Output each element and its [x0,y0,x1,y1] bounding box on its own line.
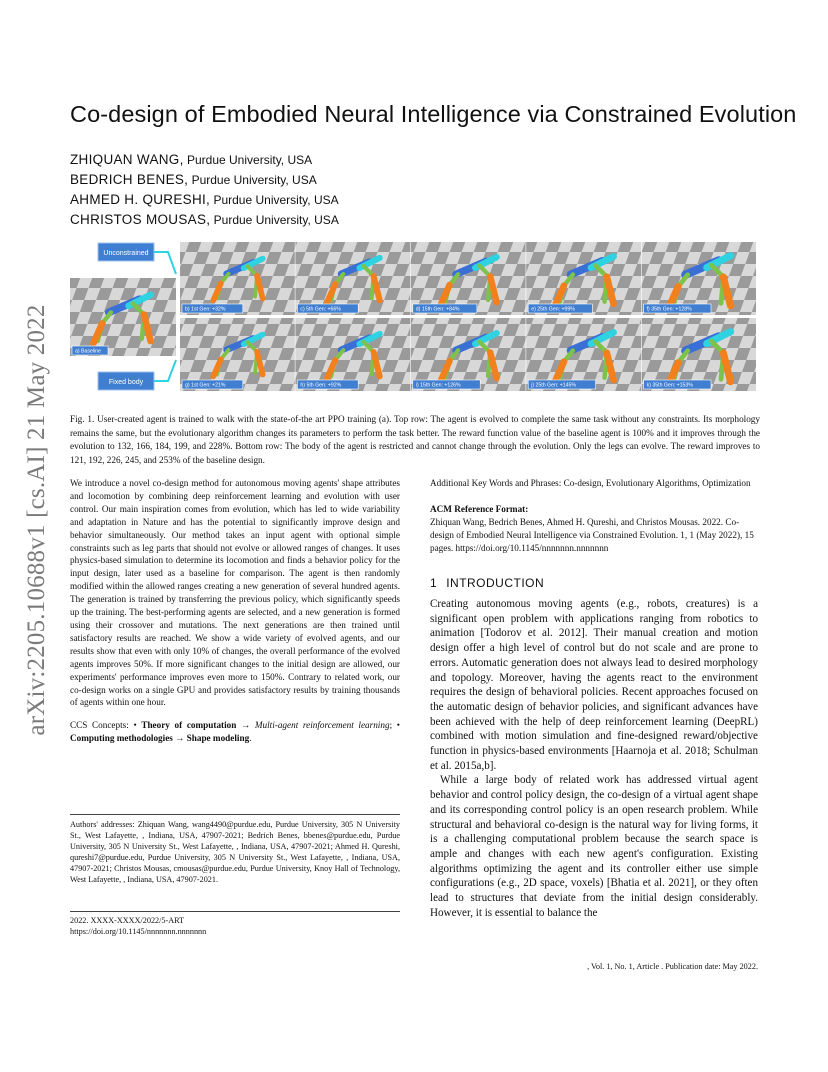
panel-label: d) 15th Gen: +84% [415,306,460,313]
panel-label: h) 5th Gen: +92% [300,382,342,389]
section-heading: 1 INTRODUCTION [430,576,545,590]
arxiv-stamp: arXiv:2205.10688v1 [cs.AI] 21 May 2022 [23,304,50,736]
panel-label: c) 5th Gen: +66% [300,306,341,313]
teaser-figure-graphic [70,240,756,395]
author-3: AHMED H. QURESHI, Purdue University, USA [70,192,339,207]
baseline-label: a) Baseline [75,348,101,355]
teaser-figure [70,240,756,395]
page-footer: , Vol. 1, No. 1, Article . Publication date: May 2022. [587,962,758,971]
panel-label: k) 35th Gen: +153% [646,382,693,389]
fixed-body-label: Fixed body [108,379,144,386]
footnote-rule [70,814,400,815]
author-4: CHRISTOS MOUSAS, Purdue University, USA [70,212,339,227]
figure-caption: Fig. 1. User-created agent is trained to walk with the state-of-the art PPO training (a). Top row: The agent is evolved to complete the same task without any constraints. Its morphology remains the same, but the evolutionary algorithm changes its parameters to perform the task better. The reward function value of the baseline agent is 100% and it improves through the evolution to 132, 166, 184, 199, and 228%. Bottom row: The body of the agent is restricted and cannot change through the evolution. Only the legs can evolve. The reward improves to 121, 192, 226, 245, and 253% of the baseline design. [70,414,760,465]
right-column [430,477,758,920]
footnote-addresses: Authors' addresses: Zhiquan Wang, wang4490@purdue.edu, Purdue University, 305 N University St., West Lafayette, , Indiana, USA, 47907-2021; Bedrich Benes, bbenes@purdue.edu, Purdue University, 305 N University St., West Lafayette, , Indiana, USA, 47907-2021; Ahmed H. Qureshi, qureshi7@purdue.edu, Purdue University, 305 N University St., West Lafayette, , Indiana, USA, 47907-2021; Christos Mousas, cmousas@purdue.edu, Purdue University, Knoy Hall of Technology, West Lafayette, , Indiana, USA, 47907-2021. [70,820,400,884]
paper-title: Co-design of Embodied Neural Intelligence via Constrained Evolution [70,101,797,127]
baseline-panel [70,278,176,356]
keywords: Additional Key Words and Phrases: Co-design, Evolutionary Algorithms, Optimization [430,478,751,488]
panel-label: e) 25th Gen: +99% [531,306,575,313]
panel-label: g) 1st Gen: +21% [185,382,226,389]
panel-label: b) 1st Gen: +32% [185,306,226,313]
author-2: BEDRICH BENES, Purdue University, USA [70,172,317,187]
intro-paragraph-2: While a large body of related work has addressed virtual agent behavior and control policy design, the co-design of a virtual agent shape and its corresponding control policy is an open research problem. While structural and behavioral co-design is the natural way for living forms, it is a challenging computational problem because the search space is ample and changes with each new agent's configuration. Existing algorithms optimizing the agent and its controller either use simple configurations (e.g., 2D space, voxels) [Bhatia et al. 2021], or they often lead to structures that deviate from the initial design considerably. However, it is essential to balance the [430,774,758,919]
author-list [70,150,339,230]
ccs-concepts: CCS Concepts: • Theory of computation → Multi-agent reinforcement learning; • Computing methodologies → Shape modeling. [70,720,400,744]
panel-label: f) 35th Gen: +128% [646,306,692,313]
left-column [70,477,400,745]
unconstrained-label: Unconstrained [103,250,149,257]
footnote-rule-2 [70,911,400,912]
abstract: We introduce a novel co-design method for autonomous moving agents' shape attributes and locomotion by combining deep reinforcement learning and evolution with user control. Our main inspiration comes from evolution, which has led to wide variability and adaptation in Nature and has the potential to significantly improve design and behavior simultaneously. Our method takes an input agent with optional simple constraints such as leg parts that should not evolve or allowed ranges of changes. It uses physics-based simulation to determine its locomotion and finds a behavior policy for the input design, later used as a baseline for comparison. The agent is then randomly modified within the allowed ranges creating a new generation of several hundred agents. The generation is trained by transferring the previous policy, which significantly speeds up the training. The best-performing agents are selected, and a new generation is formed using their crossover and mutations. The next generations are then trained until satisfactory results are reached. We show a wide variety of evolved agents, and our results show that even with only 10% of changes, the overall performance of the evolved agents improves 50%. If more significant changes to the initial design are allowed, our experiments' performance improves even more to 150%. Contrary to related work, our co-design works on a single GPU and provides satisfactory results by training thousands of agents within one hour. [70,478,400,708]
intro-paragraph-1: Creating autonomous moving agents (e.g., robots, creatures) is a significant open problem with applications ranging from robotics to animation [Todorov et al. 2012]. Their manual creation and motion design offer a high level of control but do not scale and are prone to errors. Automatic generation does not always lead to desired morphology and topology. Moreover, having the agents react to the environment requires the design of behavioral policies. Recent approaches focused on the automatic design of behavior policies, and significant advances have been achieved with the help of deep reinforcement learning (DeepRL) combined with motion simulation and fine-designed reward/objective function in physics-based environments [Haarnoja et al. 2018; Schulman et al. 2015a,b]. [430,598,758,772]
footnote-doi: 2022. XXXX-XXXX/2022/5-ART https://doi.org/10.1145/nnnnnnn.nnnnnnn [70,916,207,936]
author-1: ZHIQUAN WANG, Purdue University, USA [70,152,313,167]
panel-label: j) 25th Gen: +145% [531,382,577,389]
acm-reference-heading: ACM Reference Format: [430,504,529,514]
panel-label: i) 15th Gen: +126% [415,382,461,389]
acm-reference: Zhiquan Wang, Bedrich Benes, Ahmed H. Qureshi, and Christos Mousas. 2022. Co-design of Embodied Neural Intelligence via Constrained Evolution. 1, 1 (May 2022), 15 pages. https://doi.org/10.1145/nnnnnnn.nnnnnnn [430,517,754,553]
